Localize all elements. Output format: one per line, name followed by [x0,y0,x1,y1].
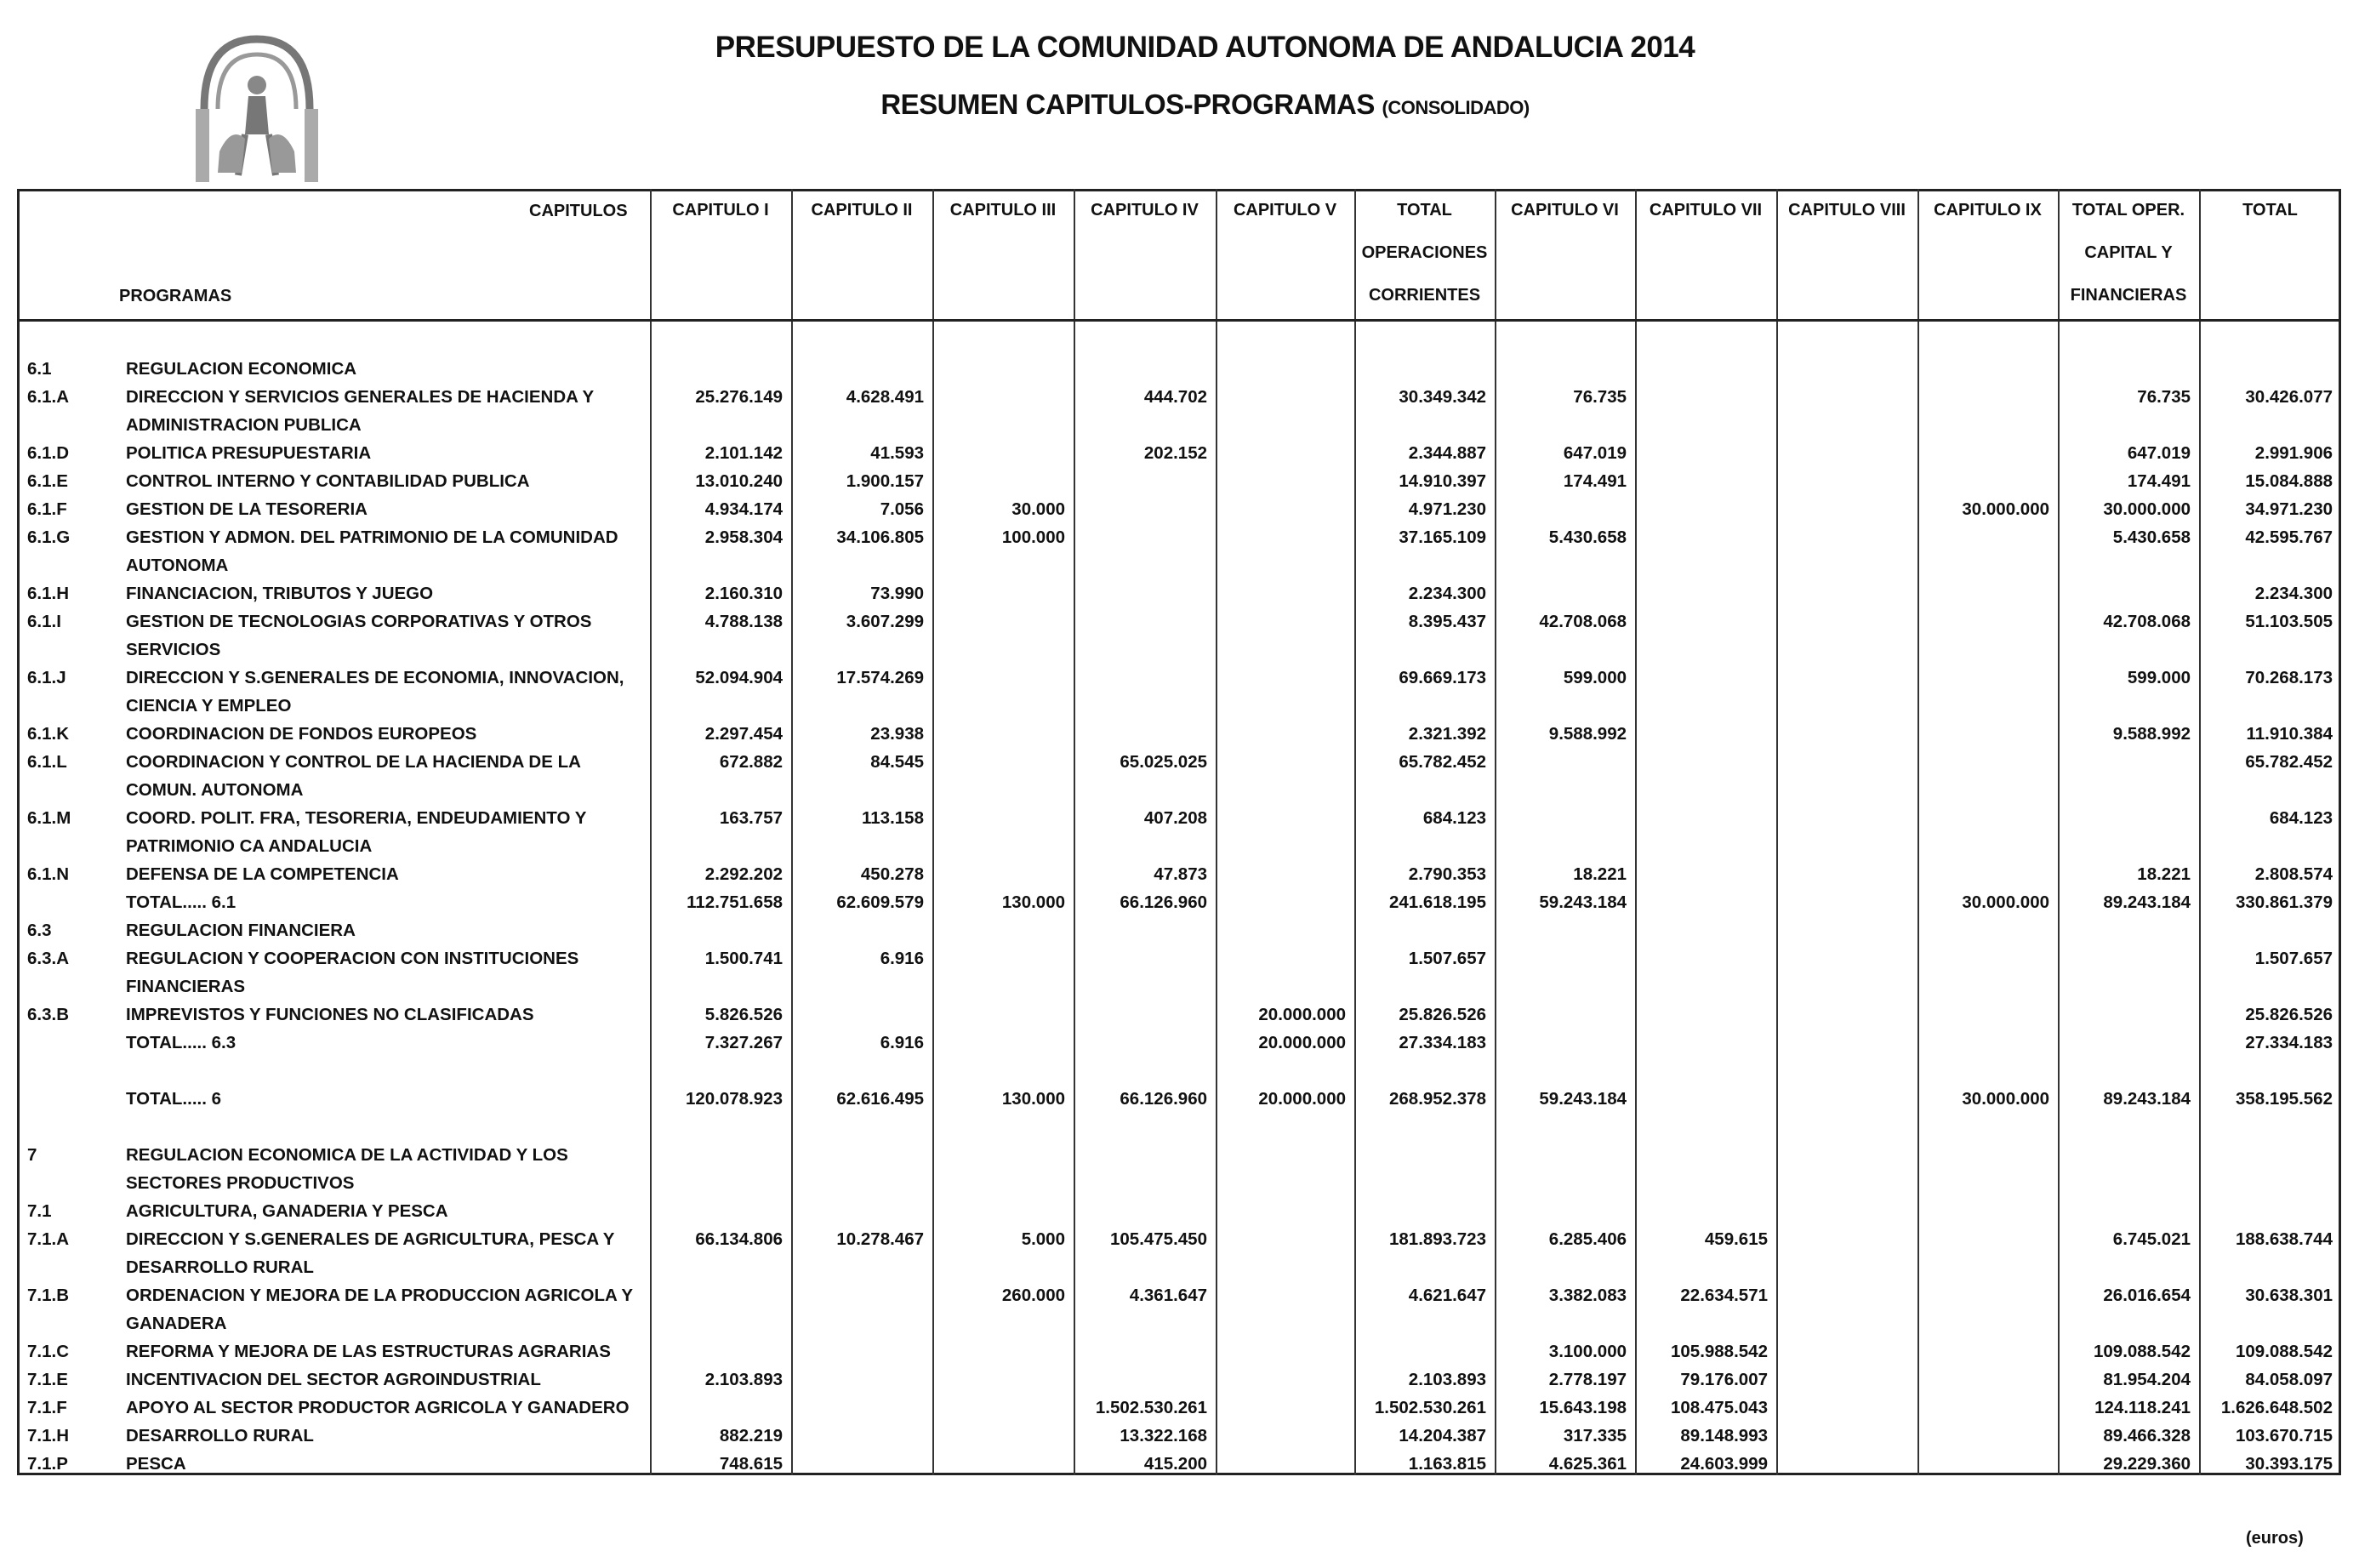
amount-cell: 684.123 [2269,808,2333,828]
amount-cell: 2.991.906 [2254,443,2333,463]
amount-cell: 105.475.450 [1109,1229,1207,1249]
amount-cell: 6.916 [880,1033,924,1052]
program-description: POLITICA PRESUPUESTARIA [126,443,372,463]
amount-cell: 4.621.647 [1408,1286,1486,1305]
amount-cell: 41.593 [870,443,924,463]
amount-cell: 1.626.648.502 [2220,1398,2333,1417]
program-description: FINANCIACION, TRIBUTOS Y JUEGO [126,584,434,603]
program-description: IMPREVISTOS Y FUNCIONES NO CLASIFICADAS [126,1005,534,1024]
table-row [17,1029,2341,1058]
amount-cell: 24.603.999 [1680,1454,1768,1474]
column-header: CORRIENTES [1368,286,1481,305]
program-code: 6.1.H [27,584,69,603]
amount-cell: 26.016.654 [2103,1286,2191,1305]
program-code: 6.1.K [27,724,69,744]
program-description: DIRECCION Y S.GENERALES DE AGRICULTURA, PESCA Y [126,1229,615,1249]
program-code: 6.1.A [27,387,69,407]
amount-cell: 69.669.173 [1399,668,1486,687]
amount-cell: 444.702 [1143,387,1207,407]
table-row [17,805,2341,833]
amount-cell: 317.335 [1563,1426,1627,1445]
amount-cell: 30.393.175 [2245,1454,2333,1474]
amount-cell: 34.971.230 [2245,499,2333,519]
amount-cell: 52.094.904 [695,668,783,687]
amount-cell: 109.088.542 [2235,1342,2333,1361]
amount-cell: 1.900.157 [846,471,924,491]
program-description: DESARROLLO RURAL [126,1257,314,1277]
amount-cell: 65.025.025 [1120,752,1207,772]
program-description: ORDENACION Y MEJORA DE LA PRODUCCION AGRICOLA Y [126,1286,634,1305]
column-header: CAPITULO I [672,201,769,220]
amount-cell: 1.500.741 [704,949,783,968]
amount-cell: 748.615 [719,1454,783,1474]
program-description: REGULACION Y COOPERACION CON INSTITUCIONES [126,949,579,968]
amount-cell: 22.634.571 [1680,1286,1768,1305]
table-row [17,973,2341,1001]
table-row [17,608,2341,636]
amount-cell: 11.910.384 [2246,724,2333,744]
amount-cell: 27.334.183 [2245,1033,2333,1052]
table-row [17,440,2341,468]
column-header: CAPITULO III [949,201,1057,220]
amount-cell: 5.430.658 [1548,527,1627,547]
table-row [17,412,2341,440]
amount-cell: 89.148.993 [1680,1426,1768,1445]
program-description: SERVICIOS [126,640,221,659]
table-row [17,1226,2341,1254]
amount-cell: 268.952.378 [1388,1089,1486,1109]
table-row [17,1114,2341,1142]
amount-cell: 29.229.360 [2103,1454,2191,1474]
amount-cell: 124.118.241 [2094,1398,2191,1417]
table-row [17,1254,2341,1282]
program-code: 6.1.L [27,752,67,772]
table-row [17,1282,2341,1310]
amount-cell: 42.708.068 [2103,612,2191,631]
amount-cell: 20.000.000 [1258,1005,1346,1024]
amount-cell: 2.958.304 [704,527,783,547]
amount-cell: 18.221 [1573,864,1627,884]
amount-cell: 2.321.392 [1408,724,1486,744]
program-code: 6.1.D [27,443,69,463]
amount-cell: 42.595.767 [2245,527,2333,547]
column-header: TOTAL [2242,201,2298,220]
program-description: REGULACION ECONOMICA [126,359,357,379]
amount-cell: 20.000.000 [1258,1089,1346,1109]
program-description: DIRECCION Y S.GENERALES DE ECONOMIA, INNOVACION, [126,668,624,687]
program-code: 6.3.A [27,949,69,968]
amount-cell: 260.000 [1001,1286,1065,1305]
table-row [17,496,2341,524]
program-description: ADMINISTRACION PUBLICA [126,415,362,435]
table-row [17,1170,2341,1198]
table-row [17,664,2341,693]
amount-cell: 15.643.198 [1539,1398,1627,1417]
column-header: TOTAL [1397,201,1452,220]
program-description: APOYO AL SECTOR PRODUCTOR AGRICOLA Y GANADERO [126,1398,630,1417]
amount-cell: 2.234.300 [1408,584,1486,603]
amount-cell: 37.165.109 [1399,527,1486,547]
amount-cell: 330.861.379 [2235,892,2333,912]
subtitle-main: RESUMEN CAPITULOS-PROGRAMAS [880,88,1375,120]
amount-cell: 17.574.269 [836,668,924,687]
amount-cell: 89.243.184 [2103,1089,2191,1109]
amount-cell: 20.000.000 [1258,1033,1346,1052]
amount-cell: 79.176.007 [1680,1370,1768,1389]
amount-cell: 202.152 [1143,443,1207,463]
table-row [17,1423,2341,1451]
program-code: 6.1.M [27,808,71,828]
amount-cell: 65.782.452 [2245,752,2333,772]
amount-cell: 18.221 [2137,864,2191,884]
amount-cell: 3.100.000 [1548,1342,1627,1361]
amount-cell: 2.292.202 [704,864,783,884]
table-row [17,721,2341,749]
amount-cell: 174.491 [2127,471,2191,491]
amount-cell: 15.084.888 [2245,471,2333,491]
amount-cell: 2.778.197 [1548,1370,1627,1389]
amount-cell: 89.243.184 [2103,892,2191,912]
amount-cell: 105.988.542 [1670,1342,1768,1361]
amount-cell: 8.395.437 [1408,612,1486,631]
table-row [17,580,2341,608]
amount-cell: 30.349.342 [1399,387,1486,407]
program-description: CONTROL INTERNO Y CONTABILIDAD PUBLICA [126,471,530,491]
program-code: 6.1 [27,359,52,379]
amount-cell: 6.916 [880,949,924,968]
amount-cell: 188.638.744 [2235,1229,2333,1249]
amount-cell: 647.019 [2127,443,2191,463]
amount-cell: 30.000.000 [1962,1089,2049,1109]
program-code: 6.1.J [27,668,66,687]
amount-cell: 65.782.452 [1399,752,1486,772]
amount-cell: 14.204.387 [1399,1426,1486,1445]
program-description: GESTION DE LA TESORERIA [126,499,368,519]
amount-cell: 81.954.204 [2103,1370,2191,1389]
amount-cell: 647.019 [1563,443,1627,463]
amount-cell: 30.000.000 [1962,892,2049,912]
amount-cell: 684.123 [1422,808,1486,828]
program-code: 6.3 [27,921,52,940]
program-code: 7.1 [27,1201,52,1221]
amount-cell: 14.910.397 [1399,471,1486,491]
column-header: TOTAL OPER. [2071,201,2185,220]
amount-cell: 100.000 [1001,527,1065,547]
amount-cell: 450.278 [860,864,924,884]
amount-cell: 130.000 [1001,1089,1065,1109]
amount-cell: 1.507.657 [1408,949,1486,968]
program-description: GESTION DE TECNOLOGIAS CORPORATIVAS Y OTROS [126,612,592,631]
amount-cell: 2.790.353 [1408,864,1486,884]
amount-cell: 47.873 [1154,864,1207,884]
column-header: CAPITULO IV [1091,201,1199,220]
program-description: INCENTIVACION DEL SECTOR AGROINDUSTRIAL [126,1370,541,1389]
amount-cell: 13.322.168 [1120,1426,1207,1445]
amount-cell: 2.297.454 [704,724,783,744]
amount-cell: 10.278.467 [836,1229,924,1249]
capitulos-label: CAPITULOS [529,202,628,220]
amount-cell: 4.788.138 [704,612,783,631]
amount-cell: 163.757 [719,808,783,828]
amount-cell: 2.103.893 [704,1370,783,1389]
table-row [17,1310,2341,1338]
program-code: 7.1.E [27,1370,68,1389]
table-row [17,384,2341,412]
amount-cell: 9.588.992 [2112,724,2191,744]
amount-cell: 30.000.000 [2103,499,2191,519]
amount-cell: 7.327.267 [704,1033,783,1052]
amount-cell: 42.708.068 [1539,612,1627,631]
program-description: GESTION Y ADMON. DEL PATRIMONIO DE LA COMUNIDAD [126,527,618,547]
header-divider [17,319,2341,322]
table-row [17,1001,2341,1029]
program-code: 6.1.F [27,499,67,519]
amount-cell: 5.826.526 [704,1005,783,1024]
amount-cell: 25.826.526 [1399,1005,1486,1024]
amount-cell: 1.507.657 [2254,949,2333,968]
amount-cell: 2.160.310 [704,584,783,603]
table-row [17,693,2341,721]
amount-cell: 66.126.960 [1120,892,1207,912]
table-row [17,1338,2341,1366]
amount-cell: 459.615 [1704,1229,1768,1249]
amount-cell: 5.000 [1021,1229,1065,1249]
amount-cell: 7.056 [880,499,924,519]
amount-cell: 181.893.723 [1388,1229,1486,1249]
program-description: COORD. POLIT. FRA, TESORERIA, ENDEUDAMIENTO Y [126,808,587,828]
amount-cell: 599.000 [1563,668,1627,687]
program-description: COMUN. AUTONOMA [126,780,304,800]
column-header: CAPITAL Y [2084,243,2173,262]
program-description: DEFENSA DE LA COMPETENCIA [126,864,399,884]
program-code: 6.1.I [27,612,61,631]
table-row [17,468,2341,496]
document-subtitle [0,88,2359,121]
amount-cell: 89.466.328 [2103,1426,2191,1445]
amount-cell: 25.826.526 [2245,1005,2333,1024]
column-header: FINANCIERAS [2070,286,2187,305]
program-description: AUTONOMA [126,556,229,575]
amount-cell: 2.234.300 [2254,584,2333,603]
table-row [17,945,2341,973]
column-header: OPERACIONES [1361,243,1488,262]
amount-cell: 4.628.491 [846,387,924,407]
amount-cell: 66.134.806 [695,1229,783,1249]
amount-cell: 113.158 [862,808,924,828]
amount-cell: 51.103.505 [2245,612,2333,631]
amount-cell: 130.000 [1001,892,1065,912]
amount-cell: 108.475.043 [1670,1398,1768,1417]
amount-cell: 1.502.530.261 [1374,1398,1486,1417]
table-row [17,1451,2341,1479]
program-code: 7.1.C [27,1342,69,1361]
programas-label: PROGRAMAS [119,287,232,305]
amount-cell: 1.163.815 [1408,1454,1486,1474]
amount-cell: 1.502.530.261 [1095,1398,1207,1417]
table-row [17,833,2341,861]
program-description: FINANCIERAS [126,977,246,996]
amount-cell: 174.491 [1563,471,1627,491]
amount-cell: 120.078.923 [685,1089,783,1109]
table-row [17,1058,2341,1086]
units-note: (euros) [2246,1529,2304,1548]
program-description: REFORMA Y MEJORA DE LAS ESTRUCTURAS AGRARIAS [126,1342,611,1361]
program-code: 6.1.G [27,527,71,547]
program-description: REGULACION ECONOMICA DE LA ACTIVIDAD Y LOS [126,1145,568,1165]
column-header: CAPITULO IX [1934,201,2042,220]
amount-cell: 2.344.887 [1408,443,1486,463]
amount-cell: 672.882 [719,752,783,772]
amount-cell: 4.971.230 [1408,499,1486,519]
table-row [17,889,2341,917]
column-header: CAPITULO V [1233,201,1337,220]
subtitle-note: (CONSOLIDADO) [1382,97,1530,118]
column-header: CAPITULO II [811,201,913,220]
program-description: DIRECCION Y SERVICIOS GENERALES DE HACIENDA Y [126,387,595,407]
table-row [17,777,2341,805]
program-code: 7.1.A [27,1229,69,1249]
amount-cell: 62.609.579 [836,892,924,912]
table-row [17,917,2341,945]
amount-cell: 407.208 [1143,808,1207,828]
table-row [17,1394,2341,1423]
table-row [17,749,2341,777]
amount-cell: 5.430.658 [2112,527,2191,547]
program-code: 7.1.F [27,1398,67,1417]
amount-cell: 23.938 [870,724,924,744]
program-description: PATRIMONIO CA ANDALUCIA [126,836,373,856]
amount-cell: 76.735 [1573,387,1627,407]
table-row [17,356,2341,384]
amount-cell: 3.607.299 [846,612,924,631]
amount-cell: 34.106.805 [836,527,924,547]
table-row [17,861,2341,889]
program-description: TOTAL..... 6.1 [126,892,236,912]
program-description: CIENCIA Y EMPLEO [126,696,292,716]
program-description: SECTORES PRODUCTIVOS [126,1173,355,1193]
amount-cell: 2.103.893 [1408,1370,1486,1389]
program-code: 7.1.B [27,1286,69,1305]
program-code: 7 [27,1145,37,1165]
amount-cell: 4.361.647 [1129,1286,1207,1305]
amount-cell: 30.000.000 [1962,499,2049,519]
amount-cell: 882.219 [719,1426,783,1445]
table-row [17,524,2341,552]
amount-cell: 66.126.960 [1120,1089,1207,1109]
program-code: 6.1.E [27,471,68,491]
document-title: PRESUPUESTO DE LA COMUNIDAD AUTONOMA DE ANDALUCIA 2014 [715,31,1695,64]
program-description: REGULACION FINANCIERA [126,921,356,940]
table-row [17,1142,2341,1170]
amount-cell: 4.934.174 [704,499,783,519]
table-row [17,1086,2341,1114]
amount-cell: 415.200 [1143,1454,1207,1474]
amount-cell: 30.000 [1011,499,1065,519]
program-description: GANADERA [126,1314,227,1333]
amount-cell: 30.638.301 [2245,1286,2333,1305]
column-header: CAPITULO VI [1511,201,1619,220]
amount-cell: 27.334.183 [1399,1033,1486,1052]
amount-cell: 4.625.361 [1548,1454,1627,1474]
program-description: AGRICULTURA, GANADERIA Y PESCA [126,1201,448,1221]
program-code: 6.3.B [27,1005,69,1024]
table-row [17,636,2341,664]
table-row [17,1198,2341,1226]
program-description: DESARROLLO RURAL [126,1426,314,1445]
amount-cell: 59.243.184 [1539,892,1627,912]
amount-cell: 62.616.495 [836,1089,924,1109]
amount-cell: 2.101.142 [704,443,783,463]
amount-cell: 84.058.097 [2245,1370,2333,1389]
amount-cell: 70.268.173 [2245,668,2333,687]
amount-cell: 84.545 [870,752,924,772]
program-description: TOTAL..... 6.3 [126,1033,236,1052]
amount-cell: 59.243.184 [1539,1089,1627,1109]
table-row [17,552,2341,580]
amount-cell: 30.426.077 [2245,387,2333,407]
amount-cell: 73.990 [870,584,924,603]
amount-cell: 109.088.542 [2093,1342,2191,1361]
amount-cell: 103.670.715 [2235,1426,2333,1445]
amount-cell: 76.735 [2137,387,2191,407]
amount-cell: 112.751.658 [687,892,783,912]
column-header: CAPITULO VIII [1788,201,1906,220]
program-code: 6.1.N [27,864,69,884]
column-header: CAPITULO VII [1649,201,1763,220]
program-code: 7.1.H [27,1426,69,1445]
amount-cell: 358.195.562 [2235,1089,2333,1109]
amount-cell: 6.745.021 [2112,1229,2191,1249]
amount-cell: 241.618.195 [1388,892,1486,912]
table-row [17,1366,2341,1394]
amount-cell: 2.808.574 [2254,864,2333,884]
amount-cell: 9.588.992 [1548,724,1627,744]
amount-cell: 599.000 [2127,668,2191,687]
program-code: 7.1.P [27,1454,68,1474]
program-description: COORDINACION DE FONDOS EUROPEOS [126,724,477,744]
amount-cell: 6.285.406 [1548,1229,1627,1249]
program-description: PESCA [126,1454,186,1474]
program-description: COORDINACION Y CONTROL DE LA HACIENDA DE LA [126,752,581,772]
amount-cell: 25.276.149 [695,387,783,407]
amount-cell: 13.010.240 [695,471,783,491]
amount-cell: 3.382.083 [1548,1286,1627,1305]
program-description: TOTAL..... 6 [126,1089,221,1109]
